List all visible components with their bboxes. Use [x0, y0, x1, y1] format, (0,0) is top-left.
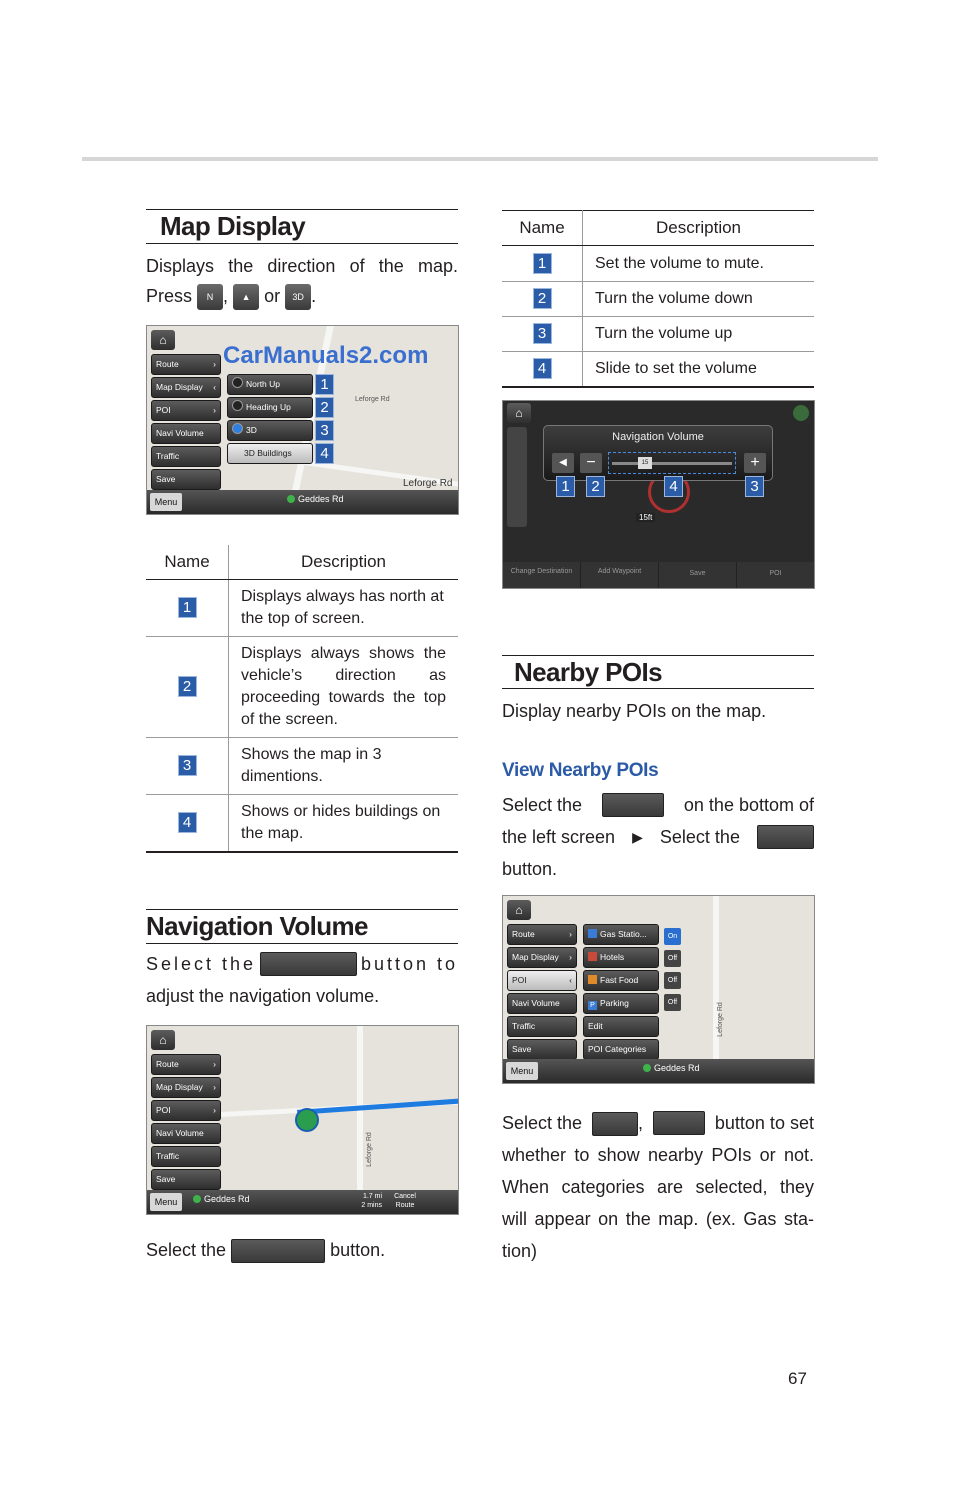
sub-heading-up[interactable]: Heading Up [227, 397, 313, 418]
table-row: 2 Turn the volume down [502, 282, 814, 317]
map-display-press-line [146, 280, 458, 312]
table-row: 3 Turn the volume up [502, 317, 814, 352]
road-label: Leforge Rd [716, 1002, 724, 1037]
bottom-bar [503, 1059, 814, 1083]
road-label: Leforge Rd [355, 396, 390, 403]
column-header: Name [146, 545, 229, 580]
north-up-icon: N [197, 284, 223, 310]
heading-up-icon: ▲ [233, 284, 259, 310]
nearby-step-line-3: button. [502, 859, 558, 879]
home-icon[interactable]: ⌂ [151, 1030, 175, 1050]
save-button[interactable]: Save [659, 562, 737, 588]
sub-north-up[interactable]: North Up [227, 374, 313, 395]
poi-categories[interactable]: POI Categories [583, 1039, 659, 1060]
poi-parking[interactable]: P Parking [583, 993, 659, 1014]
current-road: Geddes Rd [643, 1063, 700, 1073]
menu-save[interactable]: Save [151, 469, 221, 490]
toggle-off[interactable]: Off [664, 994, 681, 1011]
map-display-title-text: Map Display [160, 211, 306, 241]
compass-icon [793, 405, 809, 421]
nearby-outro-line-4: will appear on the map. (ex. Gas sta- [502, 1209, 814, 1229]
menu-navi-volume[interactable]: Navi Volume [151, 1123, 221, 1144]
navi-route-screenshot [146, 1025, 459, 1215]
page-number: 67 [788, 1369, 807, 1388]
nav-volume-intro-2: adjust the navigation volume. [146, 986, 380, 1006]
callout-1: 1 [556, 476, 575, 497]
navi-volume-button[interactable] [260, 952, 357, 976]
header-rule [82, 157, 878, 161]
menu-map-display[interactable]: Map Display › [507, 947, 577, 968]
map-display-intro: Displays the direction of the map. [146, 256, 458, 276]
map-display-table [146, 545, 458, 853]
current-road: Geddes Rd [193, 1194, 250, 1204]
nearby-outro-line-5: tion) [502, 1241, 538, 1261]
table-row: 4 Shows or hides buildings on the map. [146, 795, 458, 853]
or-text: or [264, 286, 281, 306]
toggle-off[interactable]: Off [664, 972, 681, 989]
bottom-bar [147, 1190, 458, 1214]
menu-route[interactable]: Route › [507, 924, 577, 945]
comma-text: , [223, 286, 229, 306]
home-icon[interactable]: ⌂ [507, 900, 531, 920]
change-destination-button[interactable]: Change Destination [503, 562, 581, 588]
poi-button-inline[interactable] [757, 825, 814, 849]
watermark: CarManuals2.com [223, 342, 429, 369]
column-header: Description [229, 545, 459, 580]
menu-navi-volume[interactable]: Navi Volume [151, 423, 221, 444]
poi-gas-station[interactable]: Gas Statio... [583, 924, 659, 945]
poi-button[interactable]: POI [769, 570, 782, 577]
nearby-pois-intro: Display nearby POIs on the map. [502, 701, 767, 721]
menu-button-inline[interactable] [602, 793, 664, 817]
table-row: 2 Displays always shows the vehicle’s direction as proceeding towards the top of the screen. [146, 637, 458, 738]
toggle-off[interactable]: Off [664, 950, 681, 967]
road-label: Leforge Rd [365, 1132, 373, 1167]
callout-3: 3 [315, 420, 334, 441]
map-display-screenshot [146, 325, 459, 515]
column-header: Description [583, 211, 815, 246]
zoom-controls [507, 427, 527, 527]
table-row: 1 Displays always has north at the top of screen. [146, 580, 458, 637]
bottom-bar [147, 490, 458, 514]
navigation-volume-title: Navigation Volume [146, 909, 458, 944]
3d-view-icon: 3D [285, 284, 311, 310]
menu-save[interactable]: Save [507, 1039, 577, 1060]
nav-volume-intro: Select the button to [146, 954, 458, 974]
sub-3d-buildings[interactable]: 3D Buildings [227, 443, 313, 464]
menu-map-display[interactable]: Map Display ‹ [151, 377, 221, 398]
nearby-step-line-1: Select the on the bottom of [502, 795, 814, 815]
mute-icon[interactable]: ◀ [552, 453, 574, 473]
column-header: Name [502, 211, 583, 246]
volume-dialog [543, 425, 773, 481]
menu-button[interactable]: Menu [150, 1193, 182, 1211]
callout-1: 1 [315, 374, 334, 395]
callout-4: 4 [664, 476, 683, 497]
on-button-inline[interactable] [592, 1112, 638, 1136]
navigation-volume-screenshot [502, 400, 815, 589]
menu-poi[interactable]: POI › [151, 400, 221, 421]
bottom-bar [503, 562, 814, 588]
menu-traffic[interactable]: Traffic [151, 1146, 221, 1167]
off-button-inline[interactable] [653, 1111, 705, 1135]
callout-3: 3 [745, 476, 764, 497]
callout-2: 2 [315, 397, 334, 418]
poi-hotels[interactable]: Hotels [583, 947, 659, 968]
map-display-title [146, 209, 458, 244]
dialog-title: Navigation Volume [612, 431, 704, 443]
volume-up-button[interactable]: + [744, 453, 766, 473]
nearby-outro-line-1: Select the , button to set [502, 1107, 814, 1139]
home-icon[interactable]: ⌂ [507, 403, 531, 423]
sub-3d[interactable]: 3D [227, 420, 313, 441]
table-row: 1 Set the volume to mute. [502, 246, 814, 282]
view-nearby-pois-subhead: View Nearby POIs [502, 760, 659, 781]
arrow-right-icon: ▶ [632, 829, 643, 845]
callout-2: 2 [586, 476, 605, 497]
nearby-outro-line-2: whether to show nearby POIs or not. [502, 1145, 814, 1165]
menu-route[interactable]: Route › [151, 354, 221, 375]
press-text: Press [146, 286, 193, 306]
table-row: 3 Shows the map in 3 dimentions. [146, 738, 458, 795]
menu-navi-volume[interactable]: Navi Volume [507, 993, 577, 1014]
poi-fast-food[interactable]: Fast Food [583, 970, 659, 991]
current-road: Geddes Rd [287, 494, 344, 504]
slider-highlight [608, 452, 736, 474]
eta-info: 1.7 mi 2 mins [361, 1193, 382, 1209]
volume-down-button[interactable]: − [580, 453, 602, 473]
nearby-pois-title: Nearby POIs [502, 655, 814, 689]
scale-label: 15ft [636, 513, 655, 522]
nearby-step-line-2: the left screen ▶ Select the [502, 821, 814, 853]
menu-save[interactable]: Save [151, 1169, 221, 1190]
nearby-outro-line-3: When categories are selected, they [502, 1177, 814, 1197]
callout-4: 4 [315, 443, 334, 464]
menu-traffic[interactable]: Traffic [151, 446, 221, 467]
navigation-volume-table [502, 210, 814, 388]
menu-poi[interactable]: POI ‹ [507, 970, 577, 991]
menu-button[interactable]: Menu [150, 493, 182, 511]
menu-map-display[interactable]: Map Display › [151, 1077, 221, 1098]
menu-route[interactable]: Route › [151, 1054, 221, 1075]
menu-poi[interactable]: POI › [151, 1100, 221, 1121]
nav-volume-select-line: Select the button. [146, 1234, 458, 1266]
poi-screenshot [502, 895, 815, 1084]
add-waypoint-button[interactable]: Add Waypoint [581, 562, 659, 588]
volume-thumb[interactable]: 15 [638, 457, 652, 469]
navi-volume-button[interactable] [231, 1239, 325, 1263]
table-row: 4 Slide to set the volume [502, 352, 814, 388]
vehicle-icon [295, 1108, 319, 1132]
menu-button[interactable]: Menu [506, 1062, 538, 1080]
menu-traffic[interactable]: Traffic [507, 1016, 577, 1037]
period-text: . [311, 286, 317, 306]
cancel-route-button[interactable]: Cancel Route [394, 1193, 416, 1209]
poi-edit[interactable]: Edit [583, 1016, 659, 1037]
toggle-on[interactable]: On [664, 928, 681, 945]
home-icon[interactable]: ⌂ [151, 330, 175, 350]
road-label: Leforge Rd [403, 478, 453, 489]
